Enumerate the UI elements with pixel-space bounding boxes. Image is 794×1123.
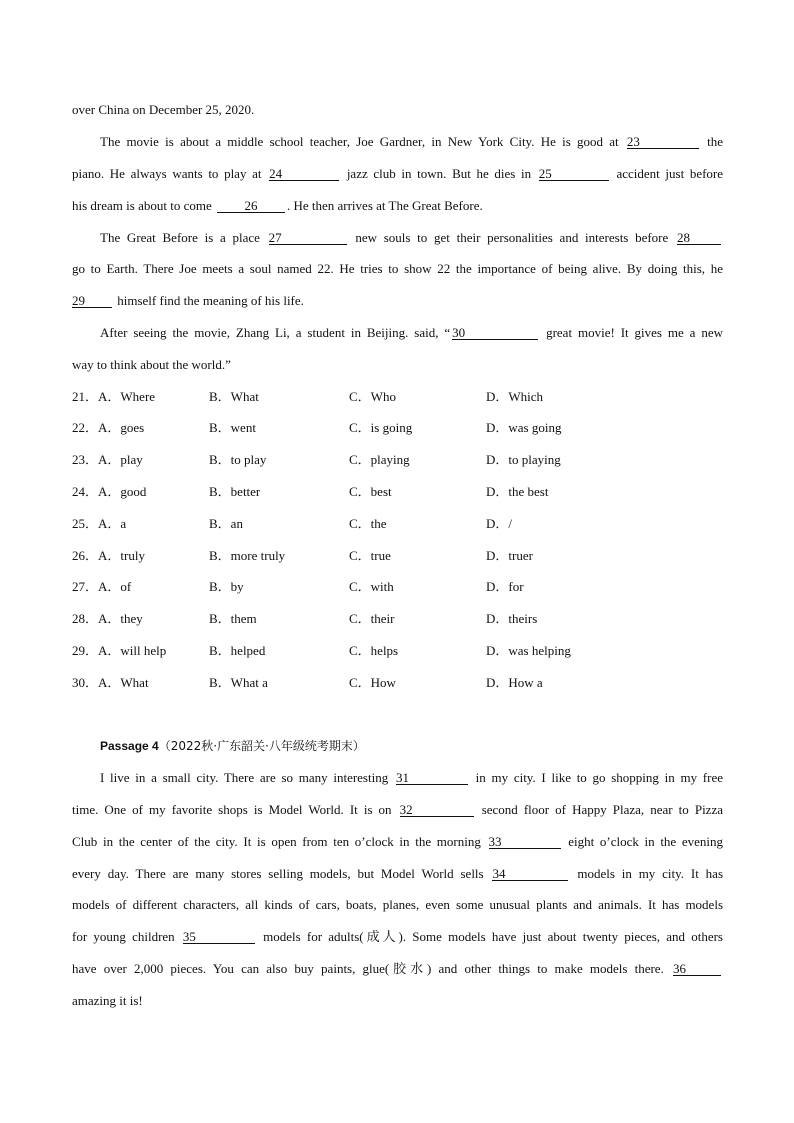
text-run: accident just before [616, 166, 724, 181]
option-a[interactable]: A．goes [98, 420, 145, 435]
blank-33[interactable]: 33 [489, 835, 561, 849]
question-number: 28． [72, 611, 99, 626]
option-b[interactable]: B．them [209, 611, 257, 626]
question-24[interactable] [72, 484, 146, 500]
question-28[interactable] [72, 611, 143, 627]
option-d[interactable]: D．for [486, 579, 524, 594]
option-c[interactable]: C．How [349, 675, 396, 690]
option-a[interactable]: A．of [98, 579, 132, 594]
passage3-line [72, 325, 723, 341]
question-21[interactable] [72, 389, 155, 405]
text-run: After seeing the movie, Zhang Li, a student in Beijing. said, “ [100, 325, 451, 340]
passage3-line [72, 230, 723, 246]
option-b[interactable]: B．an [209, 516, 243, 531]
option-a[interactable]: A．will help [98, 643, 167, 658]
text-run: time. One of my favorite shops is Model World. It is on [72, 802, 392, 817]
option-b[interactable]: B．by [209, 579, 244, 594]
question-29[interactable] [72, 643, 166, 659]
passage3-line [72, 166, 723, 182]
text-run: . He then arrives at The Great Before. [286, 198, 483, 213]
blank-34[interactable]: 34 [492, 867, 568, 881]
option-c[interactable]: C．is going [349, 420, 413, 435]
blank-35[interactable]: 35 [183, 930, 255, 944]
text-run: every day. There are many stores selling models, but Model World sells [72, 866, 484, 881]
passage4-line [72, 929, 723, 945]
option-a[interactable]: A．they [98, 611, 143, 626]
passage4-line [72, 866, 723, 882]
blank-31[interactable]: 31 [396, 771, 468, 785]
passage3-line: way to think about the world.” [72, 357, 231, 372]
option-d[interactable]: D．was helping [486, 643, 571, 658]
option-c[interactable]: C．playing [349, 452, 410, 467]
option-a[interactable]: A．What [98, 675, 149, 690]
passage4-heading [72, 738, 723, 754]
option-d[interactable]: D．Which [486, 389, 544, 404]
question-number: 21． [72, 389, 99, 404]
blank-30[interactable]: 30 [452, 326, 538, 340]
text-run: models in my city. It has [577, 866, 724, 881]
option-a[interactable]: A．truly [98, 548, 145, 563]
blank-23[interactable]: 23 [627, 135, 699, 149]
question-number: 22． [72, 420, 99, 435]
text-run: jazz club in town. But he dies in [346, 166, 532, 181]
option-d[interactable]: D．How a [486, 675, 543, 690]
text-run: great movie! It gives me a new [546, 325, 724, 340]
question-23[interactable] [72, 452, 143, 468]
option-a[interactable]: A．Where [98, 389, 156, 404]
option-c[interactable]: C．their [349, 611, 395, 626]
passage4-line [72, 770, 723, 786]
question-number: 23． [72, 452, 99, 467]
text-run: in my city. I like to go shopping in my free [475, 770, 723, 785]
text-run: the [707, 134, 724, 149]
text-run: I live in a small city. There are so many interesting [100, 770, 389, 785]
question-number: 26． [72, 548, 99, 563]
option-d[interactable]: D．to playing [486, 452, 561, 467]
blank-26[interactable]: 26 [217, 199, 285, 213]
option-d[interactable]: D．truer [486, 548, 533, 563]
text-run: his dream is about to come [72, 198, 212, 213]
passage3-line [72, 293, 723, 309]
text-run: The movie is about a middle school teacher, Joe Gardner, in New York City. He is good at [100, 134, 619, 149]
blank-24[interactable]: 24 [269, 167, 339, 181]
passage4-line: amazing it is! [72, 993, 143, 1008]
blank-28[interactable]: 28 [677, 231, 721, 245]
question-25[interactable] [72, 516, 126, 532]
text-run: The Great Before is a place [100, 230, 260, 245]
question-number: 29． [72, 643, 99, 658]
question-22[interactable] [72, 420, 144, 436]
option-c[interactable]: C．best [349, 484, 392, 499]
option-b[interactable]: B．better [209, 484, 261, 499]
option-b[interactable]: B．went [209, 420, 256, 435]
passage4-line [72, 834, 723, 850]
text-run: second floor of Happy Plaza, near to Pizza [481, 802, 723, 817]
question-number: 27． [72, 579, 99, 594]
option-a[interactable]: A．good [98, 484, 147, 499]
text-run: Club in the center of the city. It is open from ten o’clock in the morning [72, 834, 481, 849]
option-d[interactable]: D．/ [486, 516, 513, 531]
blank-32[interactable]: 32 [400, 803, 474, 817]
passage3-line [72, 134, 723, 150]
question-26[interactable] [72, 548, 145, 564]
blank-27[interactable]: 27 [269, 231, 347, 245]
passage3-line [72, 198, 723, 214]
passage4-line: models of different characters, all kinds of cars, boats, planes, even some unusual plants and animals. It has models [72, 897, 723, 912]
text-run: new souls to get their personalities and interests before [355, 230, 669, 245]
option-c[interactable]: C．helps [349, 643, 399, 658]
question-number: 30． [72, 675, 99, 690]
option-b[interactable]: B．What a [209, 675, 268, 690]
passage3-line: go to Earth. There Joe meets a soul named 22. He tries to show 22 the importance of being alive. By doing this, he [72, 261, 723, 276]
blank-25[interactable]: 25 [539, 167, 609, 181]
option-c[interactable]: C．the [349, 516, 387, 531]
passage3-line: over China on December 25, 2020. [72, 102, 255, 117]
option-d[interactable]: D．was going [486, 420, 562, 435]
passage4-line [72, 802, 723, 818]
option-d[interactable]: D．the best [486, 484, 549, 499]
question-27[interactable] [72, 579, 131, 595]
option-c[interactable]: C．true [349, 548, 391, 563]
text-run: himself find the meaning of his life. [117, 293, 304, 308]
option-b[interactable]: B．to play [209, 452, 267, 467]
option-b[interactable]: B．What [209, 389, 259, 404]
text-run: piano. He always wants to play at [72, 166, 262, 181]
blank-36[interactable]: 36 [673, 962, 721, 976]
question-number: 25． [72, 516, 99, 531]
option-a[interactable]: A．a [98, 516, 127, 531]
text-run: have over 2,000 pieces. You can also buy paints, glue(胶水) and other things to make models there. [72, 961, 664, 976]
option-c[interactable]: C．with [349, 579, 394, 594]
option-c[interactable]: C．Who [349, 389, 396, 404]
question-number: 24． [72, 484, 99, 499]
blank-29[interactable]: 29 [72, 294, 112, 308]
passage4-line [72, 961, 723, 977]
option-b[interactable]: B．more truly [209, 548, 286, 563]
passage-title: Passage 4 [100, 739, 159, 753]
option-b[interactable]: B．helped [209, 643, 266, 658]
option-a[interactable]: A．play [98, 452, 143, 467]
option-d[interactable]: D．theirs [486, 611, 538, 626]
passage-source: （2022秋·广东韶关·八年级统考期末） [158, 739, 365, 753]
text-run: for young children [72, 929, 175, 944]
text-run: models for adults(成人). Some models have just about twenty pieces, and others [263, 929, 723, 944]
question-30[interactable] [72, 675, 149, 691]
text-run: eight o’clock in the evening [568, 834, 724, 849]
